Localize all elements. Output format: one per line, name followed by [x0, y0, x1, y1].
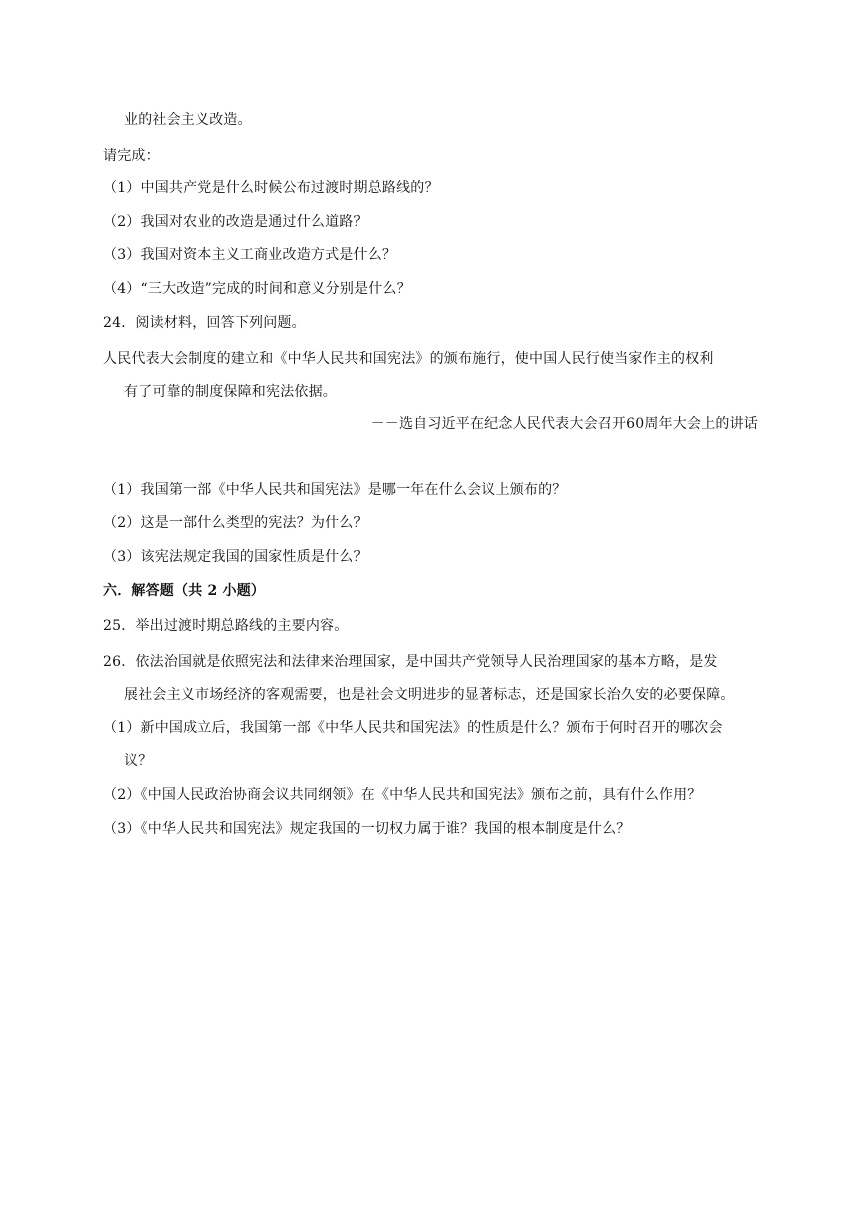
q23-item-1: （1）中国共产党是什么时候公布过渡时期总路线的？ — [103, 180, 439, 196]
q24-material-line-1: 人民代表大会制度的建立和《中华人民共和国宪法》的颁布施行，使中国人民行使当家作主的权利 — [103, 351, 714, 367]
q23-prompt: 请完成： — [103, 148, 160, 164]
q26-item-1-cont: 议？ — [124, 753, 153, 769]
q26-line-2: 展社会主义市场经济的客观需要，也是社会文明进步的显著标志，还是国家长治久安的必要保障。 — [124, 687, 735, 703]
q24-item-1: （1）我国第一部《中华人民共和国宪法》是哪一年在什么会议上颁布的？ — [103, 482, 567, 498]
q26-item-2: （2）《中国人民政治协商会议共同纲领》在《中华人民共和国宪法》颁布之前，具有什么作用？ — [103, 787, 702, 803]
q26-item-1: （1）新中国成立后，我国第一部《中华人民共和国宪法》的性质是什么？颁布于何时召开的哪次会 — [103, 720, 723, 736]
q24-title: 24．阅读材料，回答下列问题。 — [103, 315, 306, 331]
q25-text: 25．举出过渡时期总路线的主要内容。 — [103, 618, 349, 634]
q24-item-2: （2）这是一部什么类型的宪法？为什么？ — [103, 515, 368, 531]
q23-item-4: （4）“三大改造”完成的时间和意义分别是什么？ — [103, 281, 411, 297]
section-6-heading: 六．解答题（共 2 小题） — [103, 583, 266, 599]
q26-line-1: 26．依法治国就是依照宪法和法律来治理国家，是中国共产党领导人民治理国家的基本方略，是发 — [103, 654, 718, 670]
q24-material-line-2: 有了可靠的制度保障和宪法依据。 — [124, 384, 337, 400]
q26-item-3: （3）《中华人民共和国宪法》规定我国的一切权力属于谁？我国的根本制度是什么？ — [103, 821, 631, 837]
q23-tail-text: 业的社会主义改造。 — [124, 112, 252, 128]
q23-item-3: （3）我国对资本主义工商业改造方式是什么？ — [103, 247, 397, 263]
q24-source: －－选自习近平在纪念人民代表大会召开60周年大会上的讲话 — [370, 416, 758, 432]
q23-item-2: （2）我国对农业的改造是通过什么道路？ — [103, 214, 368, 230]
q24-item-3: （3）该宪法规定我国的国家性质是什么？ — [103, 549, 368, 565]
